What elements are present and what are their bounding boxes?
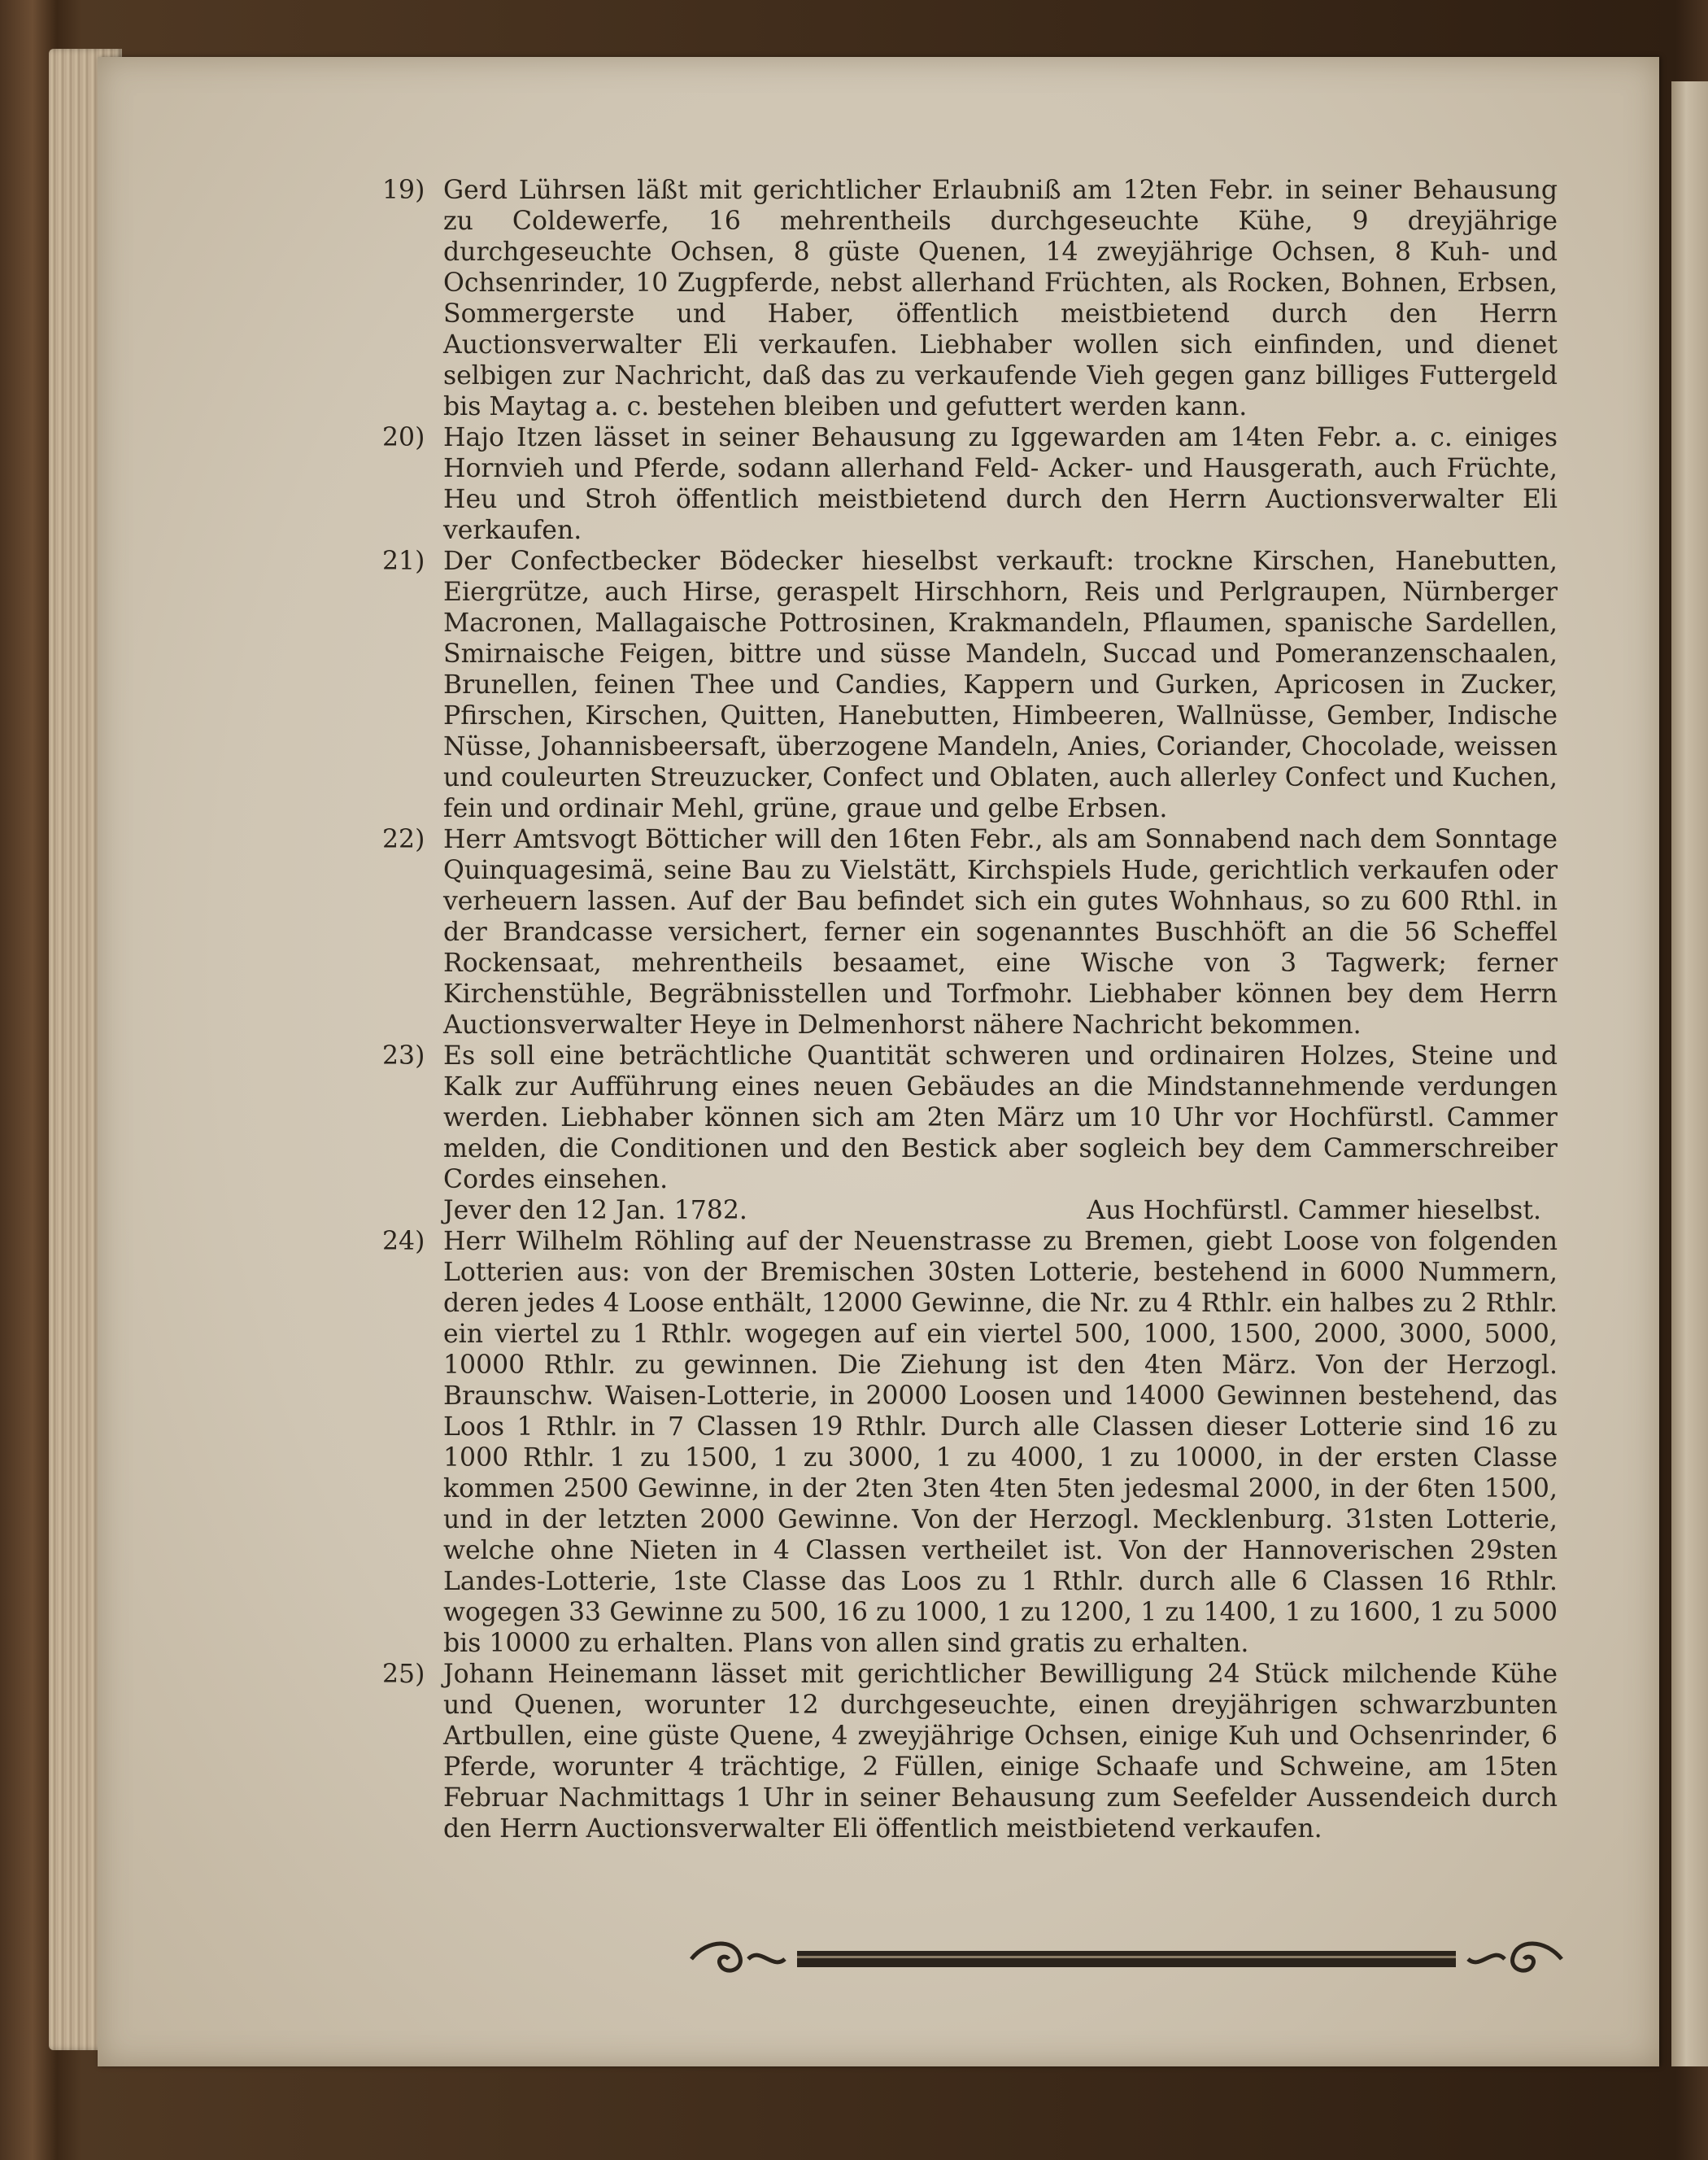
entry-24 bbox=[382, 1226, 1558, 1659]
entry-19 bbox=[382, 175, 1558, 422]
dateline-date: Jever den 12 Jan. 1782. bbox=[443, 1196, 747, 1225]
entry-number: 25) bbox=[382, 1660, 425, 1689]
entry-text: Johann Heinemann lässet mit gerichtlicher Bewilligung 24 Stück milchende Kühe und Quenen, worunter 12 durchgeseuchte, einen dreyjährigen schwarzbunten Artbullen, eine güste Quene, 4 zweyjährige Ochsen, einige Kuh und Ochsenrinder, 6 Pferde, worunter 4 trächtige, 2 Füllen, einige Schaafe und Schweine, am 15ten Februar Nachmittags 1 Uhr in seiner Behausung zum Seefelder Aussendeich durch den Herrn Auctionsverwalter Eli öffentlich meistbietend verkaufen. bbox=[443, 1660, 1558, 1844]
entry-text: Herr Amtsvogt Bötticher will den 16ten Febr., als am Sonnabend nach dem Sonntage Quinquagesimä, seine Bau zu Vielstätt, Kirchspiels Hude, gerichtlich verkaufen oder verheuern lassen. Auf der Bau befindet sich ein gutes Wohnhaus, so zu 600 Rthl. in der Brandcasse versichert, ferner ein sogenanntes Buschhöft an die 56 Scheffel Rockensaat, mehrentheils besaamet, eine Wische von 3 Tagwerk; ferner Kirchenstühle, Begräbnisstellen und Torfmohr. Liebhaber können bey dem Herrn Auctionsverwalter Heye in Delmenhorst nähere Nachricht bekommen. bbox=[443, 825, 1558, 1040]
advertisement-column bbox=[382, 175, 1558, 1844]
entry-20 bbox=[382, 422, 1558, 546]
ornament-divider bbox=[675, 1935, 1578, 1983]
entry-number: 23) bbox=[382, 1041, 425, 1071]
entry-text: Es soll eine beträchtliche Quantität schweren und ordinairen Holzes, Steine und Kalk zur Aufführung eines neuen Gebäudes an die Mindstannehmende verdungen werden. Liebhaber können sich am 2ten März um 10 Uhr vor Hochfürstl. Cammer melden, die Conditionen und den Bestick aber sogleich bey dem Cammerschreiber Cordes einsehen. bbox=[443, 1041, 1558, 1194]
entry-22 bbox=[382, 824, 1558, 1041]
ornament-icon bbox=[675, 1935, 1578, 1983]
entry-25 bbox=[382, 1659, 1558, 1844]
entry-number: 19) bbox=[382, 176, 425, 205]
entry-text: Herr Wilhelm Röhling auf der Neuenstrasse zu Bremen, giebt Loose von folgenden Lotterien aus: von der Bremischen 30sten Lotterie, bestehend in 6000 Nummern, deren jedes 4 Loose enthält, 12000 Gewinne, die Nr. zu 4 Rthlr. ein halbes zu 2 Rthlr. ein viertel zu 1 Rthlr. wogegen auf ein viertel 500, 1000, 1500, 2000, 3000, 5000, 10000 Rthlr. zu gewinnen. Die Ziehung ist den 4ten März. Von der Herzogl. Braunschw. Waisen-Lotterie, in 20000 Loosen und 14000 Gewinnen bestehend, das Loos 1 Rthlr. in 7 Classen 19 Rthlr. Durch alle Classen dieser Lotterie sind 16 zu 1000 Rthlr. 1 zu 1500, 1 zu 3000, 1 zu 4000, 1 zu 10000, in der ersten Classe kommen 2500 Gewinne, in der 2ten 3ten 4ten 5ten jedesmal 2000, in der 6ten 1500, und in der letzten 2000 Gewinne. Von der Herzogl. Mecklenburg. 31sten Lotterie, welche ohne Nieten in 4 Classen vertheilet ist. Von der Hannoverischen 29sten Landes-Lotterie, 1ste Classe das Loos zu 1 Rthlr. durch alle 6 Classen 16 Rthlr. wogegen 33 Gewinne zu 500, 16 zu 1000, 1 zu 1200, 1 zu 1400, 1 zu 1600, 1 zu 5000 bis 10000 zu erhalten. Plans von allen sind gratis zu erhalten. bbox=[443, 1227, 1558, 1658]
entry-text: Gerd Lührsen läßt mit gerichtlicher Erlaubniß am 12ten Febr. in seiner Behausung zu Coldewerfe, 16 mehrentheils durchgeseuchte Kühe, 9 dreyjährige durchgeseuchte Ochsen, 8 güste Quenen, 14 zweyjährige Ochsen, 8 Kuh- und Ochsenrinder, 10 Zugpferde, nebst allerhand Früchten, als Rocken, Bohnen, Erbsen, Sommergerste und Haber, öffentlich meistbietend durch den Herrn Auctionsverwalter Eli verkaufen. Liebhaber wollen sich einfinden, und dienet selbigen zur Nachricht, daß das zu verkaufende Vieh gegen ganz billiges Futtergeld bis Maytag a. c. bestehen bleiben und gefuttert werden kann. bbox=[443, 176, 1558, 421]
entry-number: 21) bbox=[382, 547, 425, 576]
entry-text: Hajo Itzen lässet in seiner Behausung zu Iggewarden am 14ten Febr. a. c. einiges Hornvieh und Pferde, sodann allerhand Feld- Acker- und Hausgerath, auch Früchte, Heu und Stroh öffentlich meistbietend durch den Herrn Auctionsverwalter Eli verkaufen. bbox=[443, 423, 1558, 545]
next-page-strip bbox=[1671, 81, 1708, 2066]
entry-number: 22) bbox=[382, 825, 425, 854]
entry-number: 24) bbox=[382, 1227, 425, 1256]
dateline-sender: Aus Hochfürstl. Cammer hieselbst. bbox=[1087, 1196, 1541, 1225]
dateline bbox=[382, 1195, 1558, 1226]
entry-23 bbox=[382, 1041, 1558, 1195]
entry-21 bbox=[382, 546, 1558, 824]
entry-text: Der Confectbecker Bödecker hieselbst verkauft: trockne Kirschen, Hanebutten, Eiergrütze, auch Hirse, geraspelt Hirschhorn, Reis und Perlgraupen, Nürnberger Macronen, Mallagaische Pottrosinen, Krakmandeln, Pflaumen, spanische Sardellen, Smirnaische Feigen, bittre und süsse Mandeln, Succad und Pomeranzenschaalen, Brunellen, feinen Thee und Candies, Kappern und Gurken, Apricosen in Zucker, Pfirschen, Kirschen, Quitten, Hanebutten, Himbeeren, Wallnüsse, Gember, Indische Nüsse, Johannisbeersaft, überzogene Mandeln, Anies, Coriander, Chocolade, weissen und couleurten Streuzucker, Confect und Oblaten, auch allerley Confect und Kuchen, fein und ordinair Mehl, grüne, graue und gelbe Erbsen. bbox=[443, 547, 1558, 823]
entry-number: 20) bbox=[382, 423, 425, 452]
